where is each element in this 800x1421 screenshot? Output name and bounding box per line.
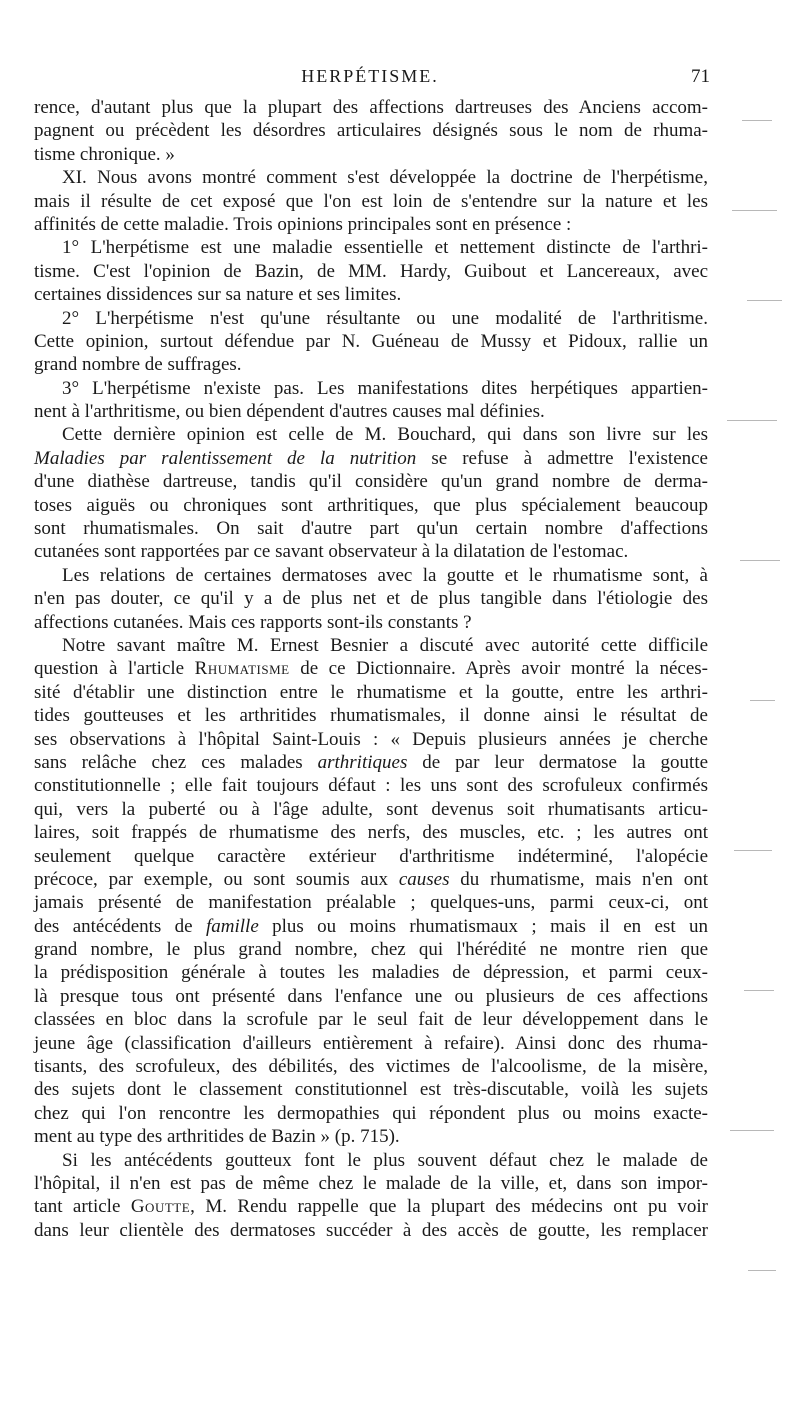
book-title: Maladies par ralentissement de la nutrition <box>34 447 417 469</box>
text-line: tisme. C'est l'opinion de Bazin, de MM. Hardy, Guibout et Lancereaux, avec <box>34 260 708 282</box>
text-line: mais il résulte de cet exposé que l'on est loin de s'entendre sur la nature et les <box>34 190 708 212</box>
text-line: tides goutteuses et les arthritides rhumatismales, il donne ainsi le résultat de <box>34 705 708 727</box>
text-run: des antécédents de <box>34 915 193 937</box>
text-line: jamais présenté de manifestation préalable ; quelques-uns, parmi ceux-ci, ont <box>34 892 708 914</box>
page-header <box>30 66 710 96</box>
text-line <box>34 657 708 680</box>
text-line: Notre savant maître M. Ernest Besnier a discuté avec autorité cette difficile <box>62 634 708 656</box>
text-line: des sujets dont le classement constitutionnel est très-discutable, voilà les sujets <box>34 1079 708 1101</box>
text-run: tant article <box>34 1196 121 1218</box>
scan-margin-noise <box>722 90 792 1390</box>
text-run: du rhumatisme, mais n'en ont <box>460 868 708 890</box>
text-line: XI. Nous avons montré comment s'est développée la doctrine de l'herpétisme, <box>62 167 708 189</box>
text-line: l'hôpital, il n'en est pas de même chez le malade de la ville, et, dans son impor- <box>34 1172 708 1194</box>
text-run: précoce, par exemple, ou sont soumis aux <box>34 868 388 890</box>
page-number: 71 <box>691 66 710 87</box>
text-line: rence, d'autant plus que la plupart des affections dartreuses des Anciens accom- <box>34 97 708 118</box>
text-line: qui, vers la puberté ou à l'âge adulte, sont devenus soit rhumatisants articu- <box>34 798 708 820</box>
text-line: tisants, des scrofuleux, des débilités, des victimes de l'alcoolisme, de la misère, <box>34 1056 708 1078</box>
text-line: 1° L'herpétisme est une maladie essentielle et nettement distincte de l'arthri- <box>62 237 708 259</box>
text-line: nent à l'arthritisme, ou bien dépendent d'autres causes mal définies. <box>34 401 545 423</box>
text-line: la prédisposition générale à toutes les maladies de dépression, et parmi ceux- <box>34 962 708 984</box>
text-run: de par leur dermatose la goutte <box>422 751 709 773</box>
text-line: Les relations de certaines dermatoses avec la goutte et le rhumatisme sont, à <box>62 564 708 586</box>
text-line: tisme chronique. » <box>34 143 175 165</box>
text-run: , M. Rendu rappelle que la plupart des médecins ont pu voir <box>190 1196 708 1218</box>
text-line: 3° L'herpétisme n'existe pas. Les manifestations dites herpétiques appartien- <box>62 377 708 399</box>
article-reference: Goutte <box>130 1196 191 1218</box>
text-line: ment au type des arthritides de Bazin » (p. 715). <box>34 1126 400 1148</box>
text-run: de ce Dictionnaire. Après avoir montré la néces- <box>300 658 709 680</box>
text-line: grand nombre, le plus grand nombre, chez qui l'hérédité ne montre rien que <box>34 939 708 961</box>
text-line: chez qui l'on rencontre les dermopathies qui répondent plus ou moins exacte- <box>34 1102 708 1124</box>
text-line: affinités de cette maladie. Trois opinions principales sont en présence : <box>34 213 572 235</box>
text-line: classées en bloc dans la scrofule par le seul fait de leur développement dans le <box>34 1009 708 1031</box>
text-line: grand nombre de suffrages. <box>34 354 242 376</box>
text-run: question à l'article <box>34 658 185 680</box>
text-line: toses aiguës ou chroniques sont arthritiques, que plus spécialement beaucoup <box>34 494 708 516</box>
text-line: 2° L'herpétisme n'est qu'une résultante ou une modalité de l'arthritisme. <box>62 307 708 329</box>
text-line: affections cutanées. Mais ces rapports sont-ils constants ? <box>34 611 472 633</box>
text-line: laires, soit frappés de rhumatisme des nerfs, des muscles, etc. ; les autres ont <box>34 822 708 844</box>
text-line: sont rhumatismales. On sait d'autre part qu'un certain nombre d'affections <box>34 518 708 540</box>
running-head: HERPÉTISME. <box>301 66 439 86</box>
text-line: cutanées sont rapportées par ce savant observateur à la dilatation de l'estomac. <box>34 541 629 563</box>
text-line <box>34 751 708 774</box>
text-line: sité d'établir une distinction entre le rhumatisme et la goutte, entre les arthri- <box>34 681 708 703</box>
text-run: sans relâche chez ces malades <box>34 751 303 773</box>
text-line: ses observations à l'hôpital Saint-Louis : « Depuis plusieurs années je cherche <box>34 728 708 750</box>
italic-term: causes <box>398 868 450 890</box>
text-run: plus ou moins rhumatismaux ; mais il en est un <box>272 915 709 937</box>
italic-term: arthritiques <box>317 751 408 773</box>
text-line: d'une diathèse dartreuse, tandis qu'il considère qu'un grand nombre de derma- <box>34 471 708 493</box>
body-text <box>34 96 708 1242</box>
text-line: certaines dissidences sur sa nature et ses limites. <box>34 284 402 306</box>
text-line: Cette opinion, surtout défendue par N. Guéneau de Mussy et Pidoux, rallie un <box>34 330 708 352</box>
text-line: Cette dernière opinion est celle de M. Bouchard, qui dans son livre sur les <box>62 424 708 446</box>
text-line: n'en pas douter, ce qu'il y a de plus net et de plus tangible dans l'étiologie des <box>34 588 708 610</box>
text-line: Si les antécédents goutteux font le plus souvent défaut chez le malade de <box>62 1149 708 1171</box>
text-line <box>34 447 708 470</box>
text-line: dans leur clientèle des dermatoses succéder à des accès de goutte, les remplacer <box>34 1219 708 1241</box>
text-line <box>34 868 708 891</box>
italic-term: famille <box>205 915 259 937</box>
text-line: constitutionnelle ; elle fait toujours défaut : les uns sont des scrofuleux confirmés <box>34 775 708 797</box>
text-line: pagnent ou précèdent les désordres articulaires désignés sous le nom de rhuma- <box>34 120 708 142</box>
text-line: jeune âge (classification d'ailleurs entièrement à refaire). Ainsi donc des rhuma- <box>34 1032 708 1054</box>
text-line <box>34 1195 708 1218</box>
text-line: là presque tous ont présenté dans l'enfance une ou plusieurs de ces affections <box>34 985 708 1007</box>
text-run: se refuse à admettre l'existence <box>431 447 708 469</box>
text-line: seulement quelque caractère extérieur d'arthritisme indéterminé, l'alopécie <box>34 845 708 867</box>
article-reference: Rhumatisme <box>194 658 290 680</box>
text-line <box>34 915 708 938</box>
